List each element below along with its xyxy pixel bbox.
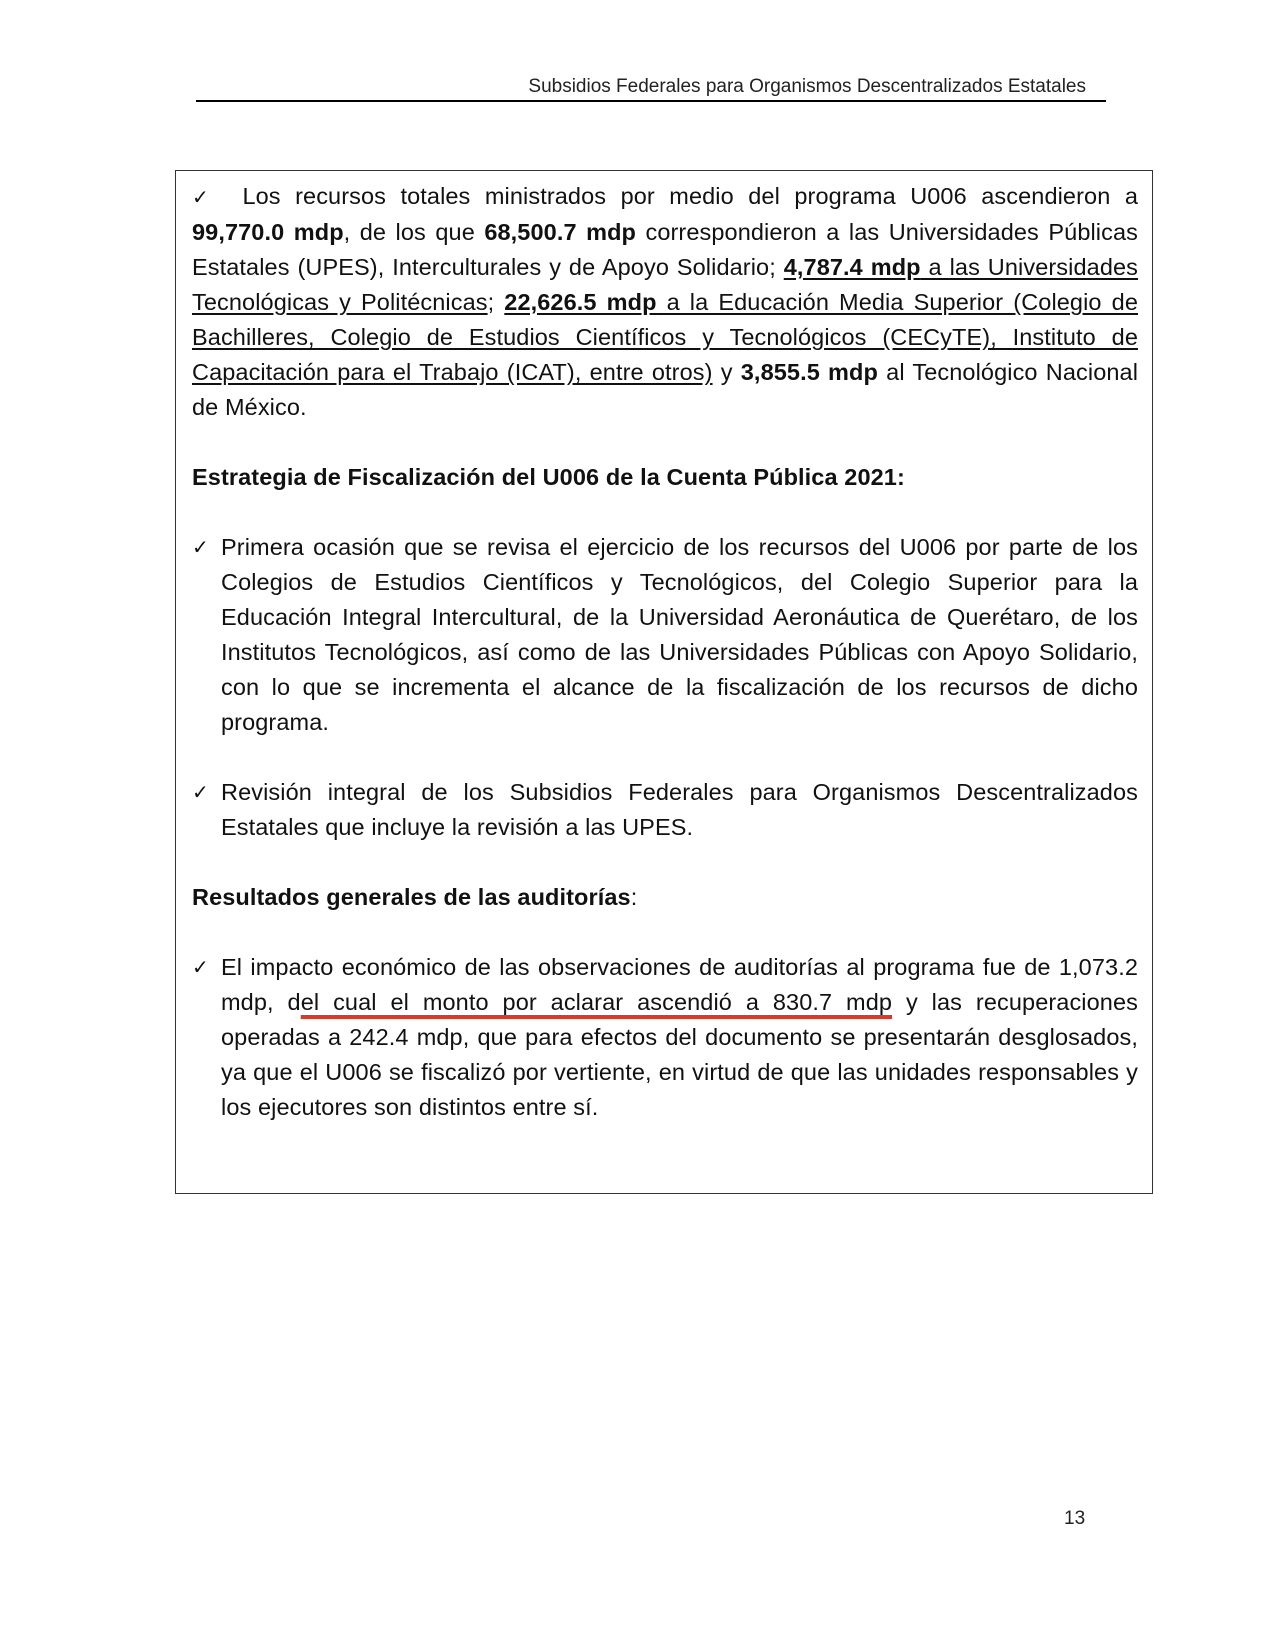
- results-item: [192, 950, 1138, 1125]
- summary-box: [175, 170, 1153, 1194]
- check-icon: ✓: [192, 185, 209, 209]
- ut-text: a las Universidades Tecnológicas y Politécnicas: [192, 254, 1139, 315]
- header-title: Subsidios Federales para Organismos Descentralizados Estatales: [528, 76, 1086, 97]
- total-amount: 99,770.0 mdp: [192, 219, 344, 245]
- ems-text: a la Educación Media Superior (Colegio de Bachilleres, Colegio de Estudios Científicos y Tecnológicos (CECyTE), Instituto de Capacitación para el Trabajo (ICAT), entre otros): [192, 289, 1138, 385]
- results-heading-text: Resultados generales de las auditorías: [192, 884, 631, 910]
- strategy-item: [192, 775, 1138, 845]
- intro-text-6: al Tecnológico Nacional de México.: [192, 359, 1139, 420]
- red-underline-highlight: el cual el monto por aclarar ascendió a 830.7 mdp: [300, 989, 893, 1015]
- check-icon: ✓: [192, 780, 209, 804]
- check-icon: ✓: [192, 535, 209, 559]
- summary-content: [192, 179, 1138, 1125]
- results-text-1: El impacto económico de las observaciones de auditorías al programa fue de 1,073.2 mdp, d: [221, 954, 1138, 1015]
- intro-text-3: correspondieron a las Universidades Públicas Estatales (UPES), Interculturales y de Apoyo Solidario;: [192, 219, 1139, 280]
- strategy-item-text: Primera ocasión que se revisa el ejercicio de los recursos del U006 por parte de los Colegios de Estudios Científicos y Tecnológicos, del Colegio Superior para la Educación Integral Intercultural, de la Universidad Aeronáutica de Querétaro, de los Institutos Tecnológicos, así como de las Universidades Públicas con Apoyo Solidario, con lo que se incrementa el alcance de la fiscalización de los recursos de dicho programa.: [221, 534, 1138, 735]
- intro-text-2: , de los que: [343, 219, 485, 245]
- intro-paragraph: [192, 179, 1138, 425]
- ut-amount: 4,787.4 mdp: [783, 254, 921, 280]
- check-icon: ✓: [192, 955, 209, 979]
- intro-text-1: Los recursos totales ministrados por medio del programa U006 ascendieron a: [228, 183, 1138, 209]
- strategy-item-text: Revisión integral de los Subsidios Federales para Organismos Descentralizados Estatales que incluye la revisión a las UPES.: [221, 779, 1138, 840]
- results-heading-colon: :: [630, 884, 638, 910]
- strategy-heading: Estrategia de Fiscalización del U006 de la Cuenta Pública 2021:: [192, 464, 905, 490]
- page-header: [196, 74, 1106, 102]
- ems-amount: 22,626.5 mdp: [504, 289, 657, 315]
- page-number: 13: [1064, 1508, 1086, 1529]
- intro-text-5: y: [712, 359, 741, 385]
- results-heading: [192, 880, 1138, 915]
- upes-amount: 68,500.7 mdp: [484, 219, 636, 245]
- results-text-2: y las recuperaciones operadas a 242.4 mdp, que para efectos del documento se presentarán desglosados, ya que el U006 se fiscalizó por vertiente, en virtud de que las unidades responsables y los ejecutores son distintos entre sí.: [221, 989, 1138, 1120]
- strategy-item: [192, 530, 1138, 740]
- tecnm-amount: 3,855.5 mdp: [740, 359, 878, 385]
- intro-text-4: ;: [487, 289, 505, 315]
